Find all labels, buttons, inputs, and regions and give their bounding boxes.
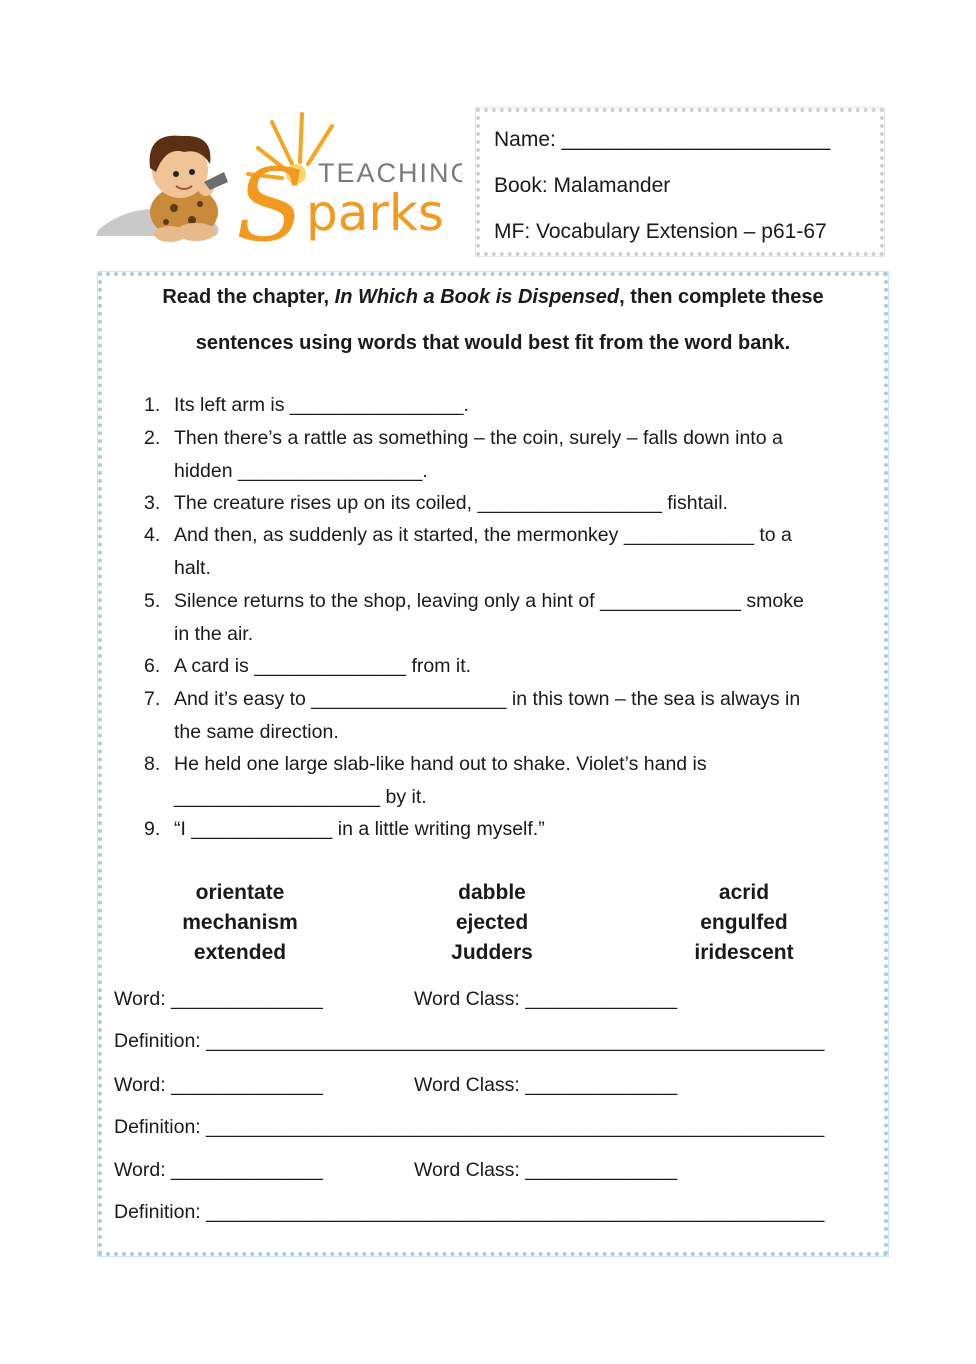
question-7-continued: the same direction. — [174, 721, 339, 743]
word-bank-word: Judders — [451, 941, 533, 964]
word-bank-word: ejected — [455, 911, 529, 934]
word-bank-word: orientate — [195, 881, 285, 904]
question-5-continued: in the air. — [174, 623, 254, 645]
word-bank-word: mechanism — [182, 911, 298, 934]
word-bank-word: acrid — [718, 881, 770, 904]
chapter-title: In Which a Book is Dispensed — [334, 286, 620, 308]
name-field[interactable]: Name: _______________________ — [494, 128, 831, 151]
book-title: Book: Malamander — [494, 174, 671, 197]
word-bank-word: engulfed — [700, 911, 788, 934]
question-6[interactable]: 6. A card is ______________ from it. — [144, 655, 472, 677]
question-8-continued[interactable]: ___________________ by it. — [174, 786, 427, 808]
student-info-box — [476, 108, 884, 256]
definition-field-2[interactable]: Definition: _________________________________________________________ — [114, 1116, 825, 1138]
word-bank-column-1 — [120, 878, 360, 968]
word-class-field-2[interactable]: Word Class: ______________ — [414, 1074, 678, 1096]
word-bank-word: extended — [193, 941, 287, 964]
word-field-1[interactable]: Word: ______________ — [114, 988, 323, 1010]
word-bank-column-3 — [624, 878, 864, 968]
svg-text:S: S — [236, 147, 305, 252]
svg-text:parks: parks — [306, 184, 444, 242]
question-2[interactable]: 2. Then there’s a rattle as something – the coin, surely – falls down into a — [144, 427, 783, 449]
question-8[interactable]: 8. He held one large slab-like hand out to shake. Violet’s hand is — [144, 753, 707, 775]
word-field-2[interactable]: Word: ______________ — [114, 1074, 323, 1096]
question-5[interactable]: 5. Silence returns to the shop, leaving only a hint of _____________ smoke — [144, 590, 804, 612]
question-4[interactable]: 4. And then, as suddenly as it started, the mermonkey ____________ to a — [144, 524, 792, 546]
question-1[interactable]: 1. Its left arm is ________________. — [144, 394, 469, 416]
worksheet-subtitle: MF: Vocabulary Extension – p61-67 — [494, 220, 827, 243]
word-field-3[interactable]: Word: ______________ — [114, 1159, 323, 1181]
instructions-line-2: sentences using words that would best fit from the word bank. — [195, 332, 791, 354]
word-class-field-3[interactable]: Word Class: ______________ — [414, 1159, 678, 1181]
teaching-sparks-logo — [96, 112, 462, 252]
word-class-field-1[interactable]: Word Class: ______________ — [414, 988, 678, 1010]
word-bank-column-2 — [372, 878, 612, 968]
question-2-continued[interactable]: hidden _________________. — [174, 460, 428, 482]
question-4-continued: halt. — [174, 557, 211, 579]
question-3[interactable]: 3. The creature rises up on its coiled, _________________ fishtail. — [144, 492, 728, 514]
question-9[interactable]: 9. “I _____________ in a little writing myself.” — [144, 818, 545, 840]
logo-text-teaching: TEACHING — [318, 158, 462, 188]
definition-field-3[interactable]: Definition: _________________________________________________________ — [114, 1201, 825, 1223]
word-bank-word: iridescent — [694, 941, 794, 964]
word-bank-word: dabble — [458, 881, 526, 904]
caveman-mascot-icon — [96, 112, 462, 252]
instructions-line-1: Read the chapter, In Which a Book is Dispensed, then complete these — [162, 286, 824, 308]
definition-field-1[interactable]: Definition: _________________________________________________________ — [114, 1030, 825, 1052]
question-7[interactable]: 7. And it’s easy to __________________ in this town – the sea is always in — [144, 688, 801, 710]
